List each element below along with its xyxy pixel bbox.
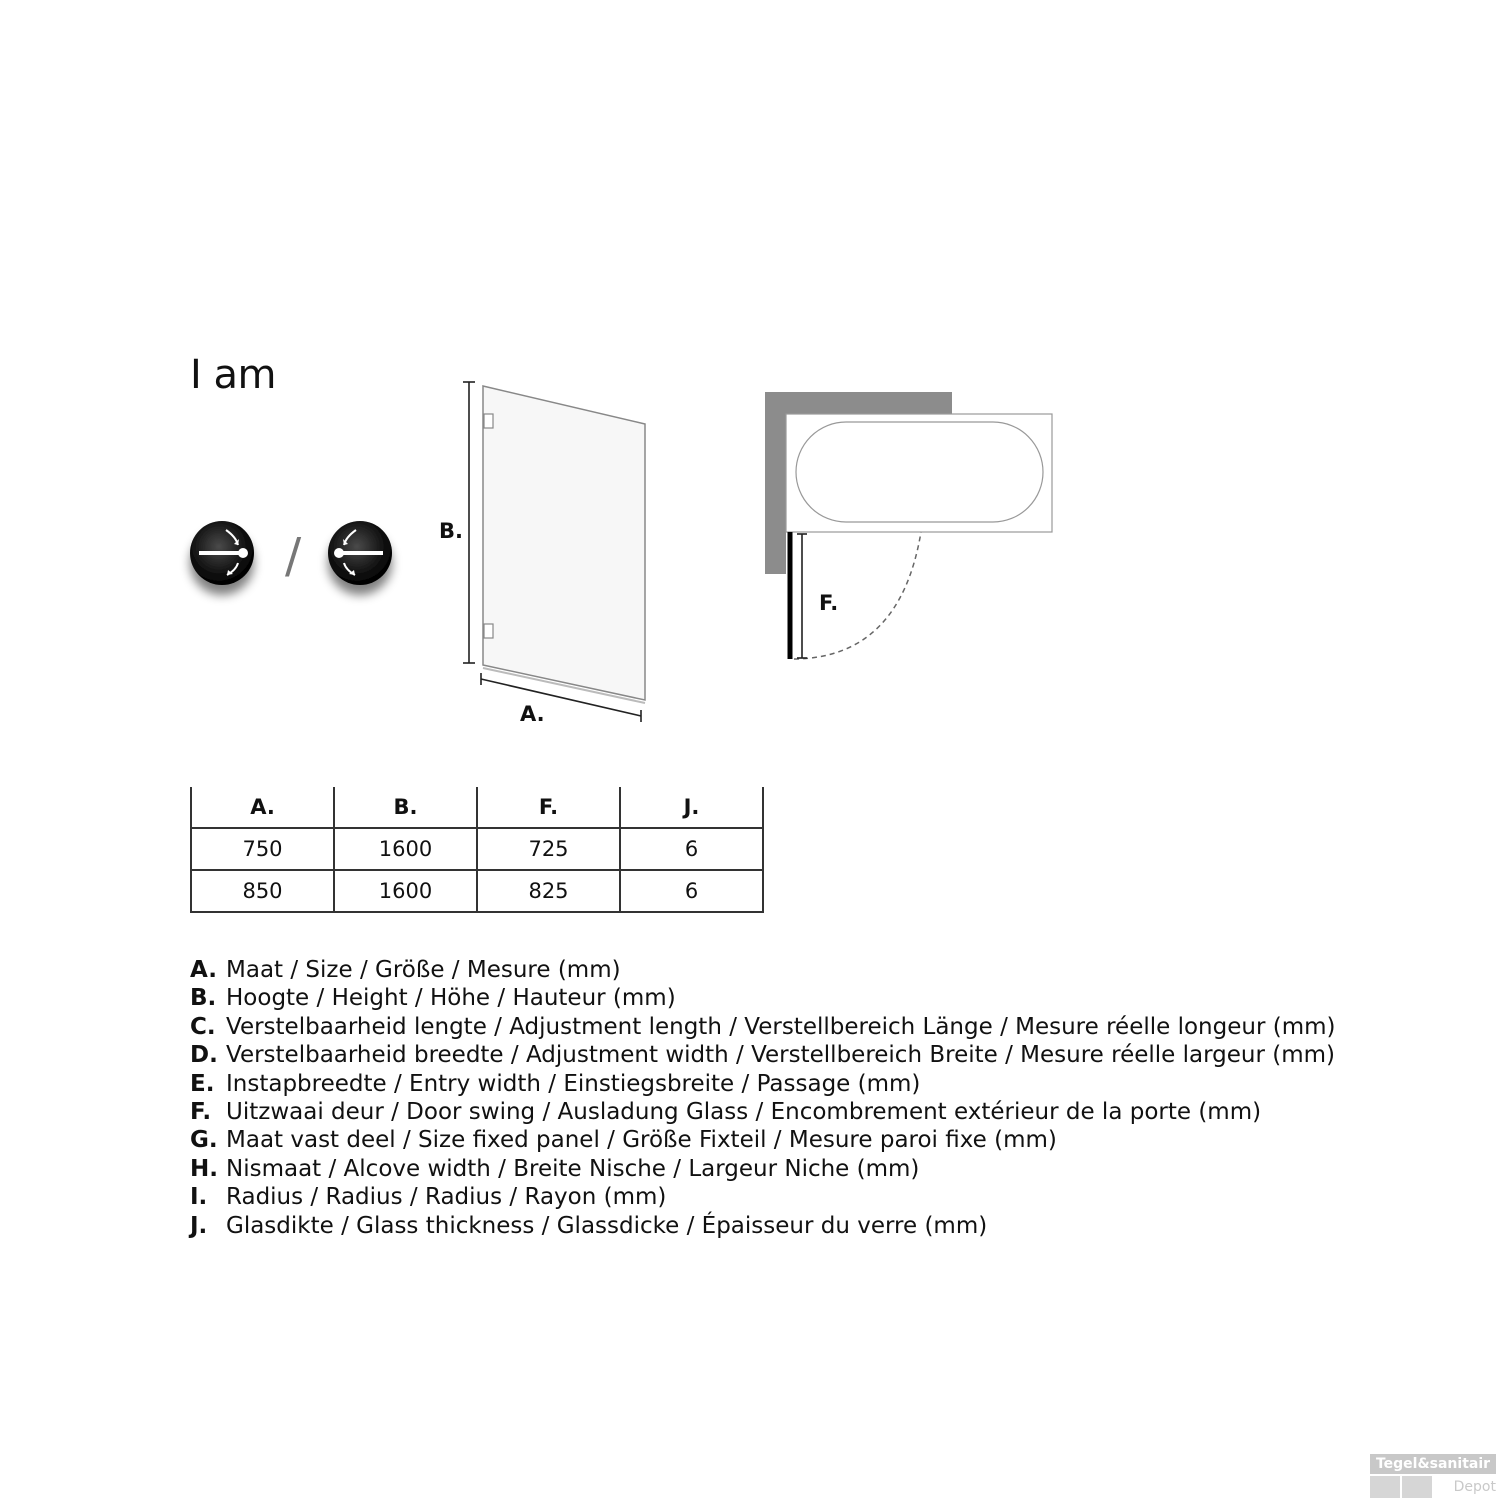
- door-swing-right-icon: [190, 521, 254, 585]
- legend-item: [190, 1098, 1335, 1126]
- separator-slash: /: [285, 528, 302, 584]
- watermark-logo: [1370, 1454, 1496, 1498]
- legend-key: I.: [190, 1184, 208, 1211]
- page-title: I am: [190, 352, 276, 398]
- header-j: J.: [620, 787, 763, 828]
- legend-item: [190, 1183, 1335, 1211]
- bath-top-view-drawing: [765, 392, 1052, 659]
- table-cell: 1600: [334, 828, 477, 870]
- table-header-row: [191, 787, 763, 828]
- bathtub-basin: [796, 422, 1043, 522]
- legend-key: J.: [190, 1212, 208, 1239]
- header-a: A.: [191, 787, 334, 828]
- legend-text: Uitzwaai deur / Door swing / Ausladung Glass / Encombrement extérieur de la porte (mm): [226, 1099, 1262, 1126]
- legend-key: A.: [190, 957, 217, 983]
- watermark-line-2: Depot: [1370, 1476, 1496, 1498]
- size-table: [190, 787, 764, 913]
- legend-key: E.: [190, 1070, 215, 1097]
- legend-text: Maat / Size / Größe / Mesure (mm): [226, 957, 621, 983]
- door-swing-left-icon: [328, 521, 392, 585]
- table-cell: 1600: [334, 870, 477, 912]
- table-cell: 750: [191, 828, 334, 870]
- legend-item: [190, 1126, 1335, 1154]
- legend-key: D.: [190, 1042, 218, 1069]
- legend-item: [190, 1155, 1335, 1183]
- legend-item: [190, 1212, 1335, 1240]
- dimension-a-label: A.: [520, 702, 545, 726]
- header-b: B.: [334, 787, 477, 828]
- table-row: [191, 828, 763, 870]
- table-cell: 825: [477, 870, 620, 912]
- legend-text: Verstelbaarheid breedte / Adjustment width / Verstellbereich Breite / Mesure réelle largeur (mm): [226, 1042, 1335, 1069]
- watermark-line-1: Tegel&sanitair: [1370, 1454, 1496, 1474]
- legend-key: H.: [190, 1155, 218, 1182]
- dimension-b-label: B.: [439, 519, 463, 543]
- legend-item: [190, 956, 1335, 984]
- legend-item: [190, 1041, 1335, 1069]
- legend-item: [190, 1013, 1335, 1041]
- legend-text: Glasdikte / Glass thickness / Glassdicke / Épaisseur du verre (mm): [226, 1212, 988, 1239]
- table-cell: 6: [620, 828, 763, 870]
- legend-key: C.: [190, 1013, 216, 1040]
- legend-item: [190, 1070, 1335, 1098]
- legend-text: Maat vast deel / Size fixed panel / Größe Fixteil / Mesure paroi fixe (mm): [226, 1127, 1057, 1154]
- legend-key: G.: [190, 1127, 218, 1154]
- legend-text: Verstelbaarheid lengte / Adjustment length / Verstellbereich Länge / Mesure réelle longeur (mm): [226, 1013, 1336, 1040]
- legend-text: Nismaat / Alcove width / Breite Nische / Largeur Niche (mm): [226, 1155, 920, 1182]
- glass-panel-drawing: [463, 382, 645, 722]
- table-cell: 850: [191, 870, 334, 912]
- table-cell: 6: [620, 870, 763, 912]
- dimension-f-label: F.: [819, 591, 839, 615]
- dimension-legend: [190, 956, 1335, 1240]
- hinge-bottom-icon: [484, 624, 493, 638]
- table-row: [191, 870, 763, 912]
- door-swing-arc: [794, 532, 921, 659]
- header-f: F.: [477, 787, 620, 828]
- legend-text: Instapbreedte / Entry width / Einstiegsbreite / Passage (mm): [226, 1070, 921, 1097]
- legend-key: B.: [190, 985, 217, 1012]
- table-cell: 725: [477, 828, 620, 870]
- legend-key: F.: [190, 1099, 212, 1126]
- hinge-top-icon: [484, 414, 493, 428]
- legend-item: [190, 984, 1335, 1012]
- legend-text: Hoogte / Height / Höhe / Hauteur (mm): [226, 985, 676, 1012]
- legend-text: Radius / Radius / Radius / Rayon (mm): [226, 1184, 667, 1211]
